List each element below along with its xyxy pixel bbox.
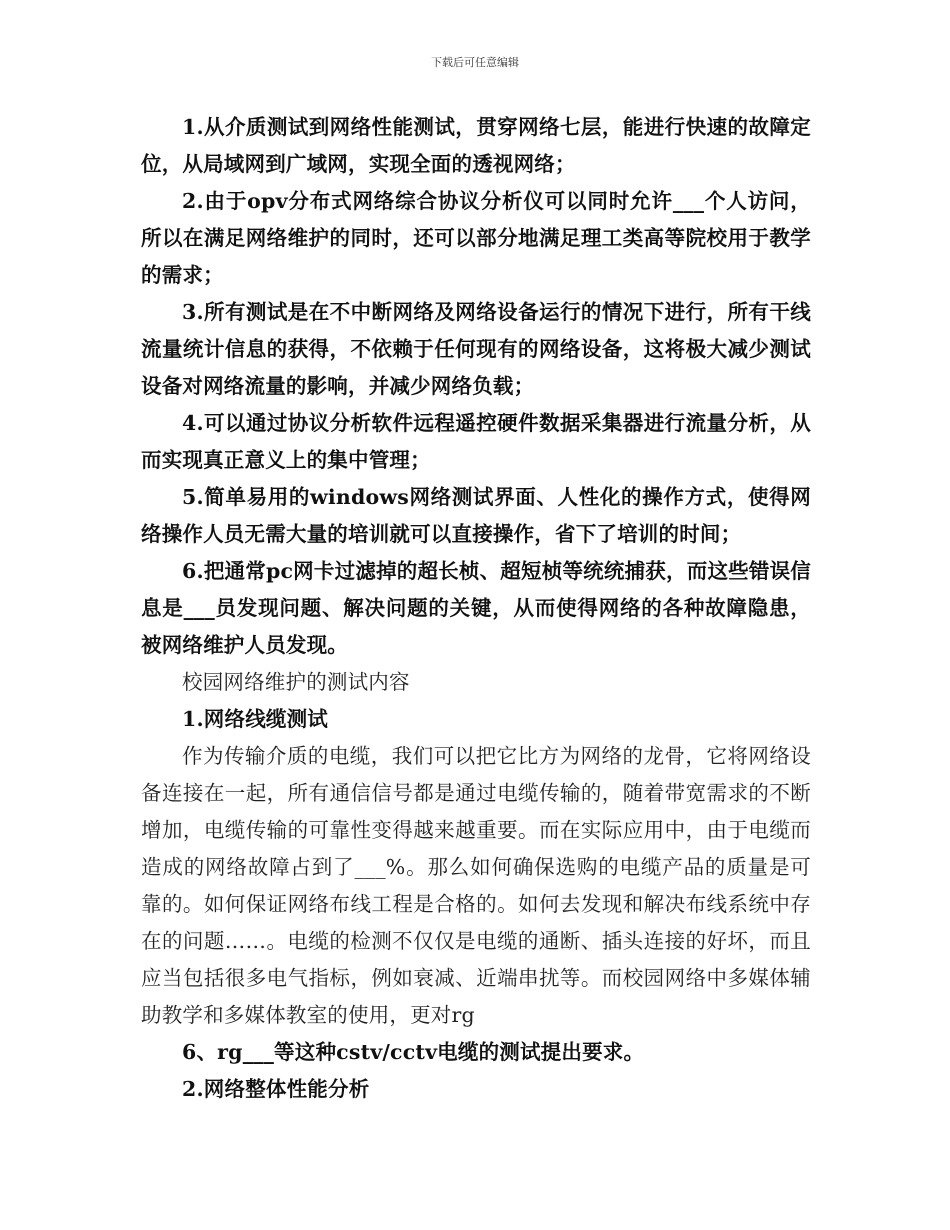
document-body (141, 109, 811, 1108)
subsection-heading-cable-test: 1.网络线缆测试 (182, 707, 329, 731)
paragraph-cable-test: 作为传输介质的电缆，我们可以把它比方为网络的龙骨，它将网络设备连接在一起，所有通信信号都是通过电缆传输的，随着带宽需求的不断增加，电缆传输的可靠性变得越来越重要。而在实际应用中，由于电缆而造成的网络故障占到了___%。那么如何确保选购的电缆产品的质量是可靠的。如何保证网络布线工程是合格的。如何去发现和解决布线系统中存在的问题……。电缆的检测不仅仅是电缆的通断、插头连接的好坏，而且应当包括很多电气指标，例如衰减、近端串扰等。而校园网络中多媒体辅助教学和多媒体教室的使用，更对rg (141, 744, 811, 1027)
page-header: 下载后可任意编辑 (431, 56, 519, 69)
paragraph-6: 6.把通常pc网卡过滤掉的超长桢、超短桢等统统捕获，而这些错误信息是___员发现问题、解决问题的关键，从而使得网络的各种故障隐患，被网络维护人员发现。 (141, 559, 811, 657)
subsection-heading-performance: 2.网络整体性能分析 (182, 1077, 370, 1101)
paragraph-3: 3.所有测试是在不中断网络及网络设备运行的情况下进行，所有干线流量统计信息的获得，不依赖于任何现有的网络设备，这将极大减少测试设备对网络流量的影响，并减少网络负载； (141, 300, 811, 398)
paragraph-5: 5.简单易用的windows网络测试界面、人性化的操作方式，使得网络操作人员无需大量的培训就可以直接操作，省下了培训的时间； (141, 485, 811, 546)
paragraph-4: 4.可以通过协议分析软件远程遥控硬件数据采集器进行流量分析，从而实现真正意义上的集中管理； (141, 411, 811, 472)
section-title: 校园网络维护的测试内容 (182, 670, 410, 694)
paragraph-2: 2.由于opv分布式网络综合协议分析仪可以同时允许___个人访问，所以在满足网络维护的同时，还可以部分地满足理工类高等院校用于教学的需求； (141, 189, 811, 287)
paragraph-rg-cable: 6、rg___等这种cstv/cctv电缆的测试提出要求。 (182, 1040, 645, 1064)
paragraph-1: 1.从介质测试到网络性能测试，贯穿网络七层，能进行快速的故障定位，从局域网到广域网，实现全面的透视网络； (141, 115, 811, 176)
